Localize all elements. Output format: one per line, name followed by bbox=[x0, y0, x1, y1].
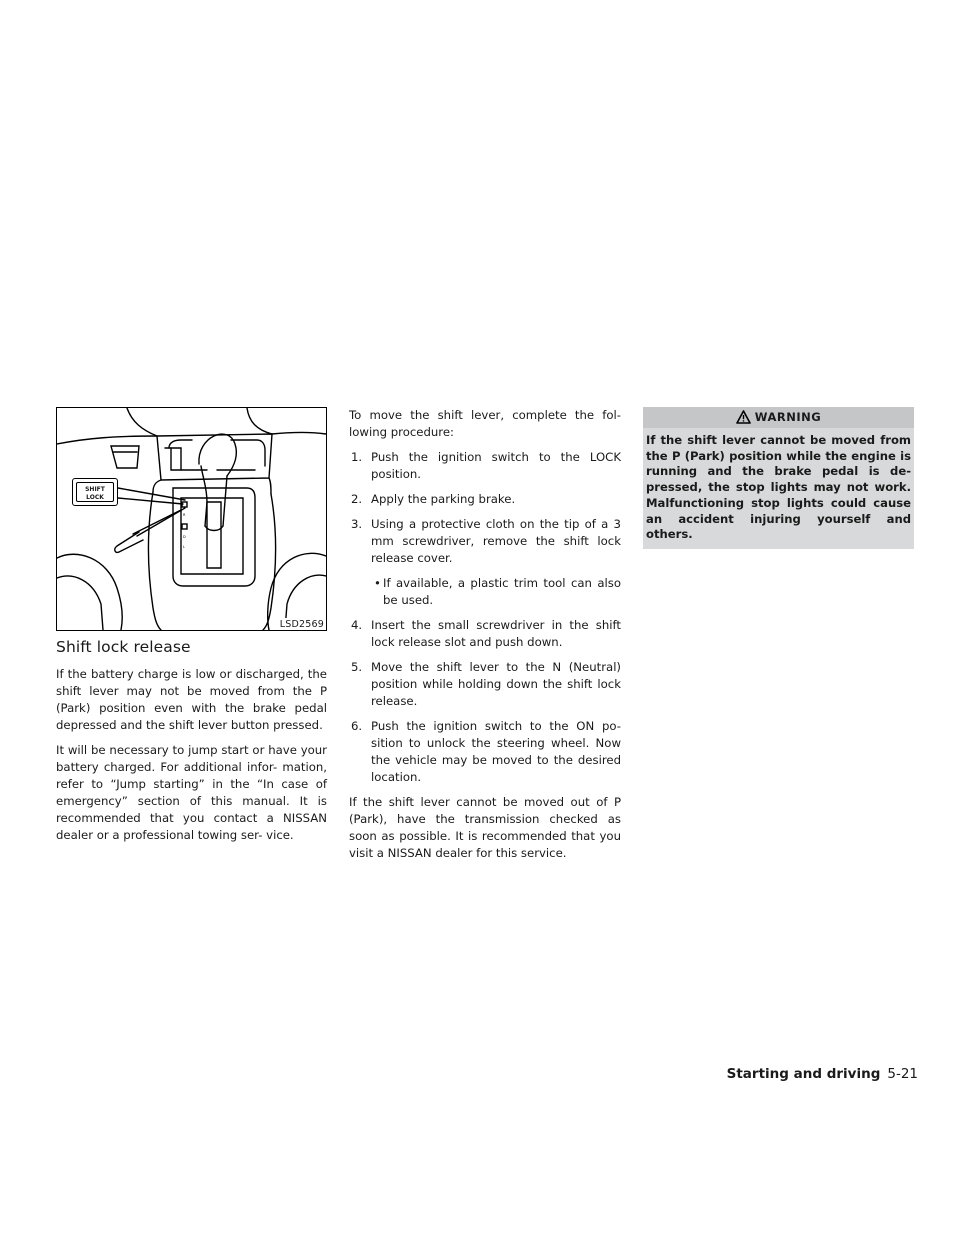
procedure-steps-continued bbox=[349, 617, 621, 786]
step-item: 1. Push the ignition switch to the LOCK position. bbox=[351, 450, 621, 481]
step-item: 6. Push the ignition switch to the ON po- sition to unlock the steering wheel. Now the vehicle may be moved to the desired location. bbox=[351, 719, 621, 784]
shift-lock-illustration bbox=[56, 407, 327, 631]
shift-lock-label bbox=[72, 478, 118, 506]
chapter-title: Starting and driving bbox=[726, 1066, 881, 1082]
step-item: 2. Apply the parking brake. bbox=[351, 492, 516, 506]
warning-triangle-icon bbox=[736, 410, 751, 424]
figure-code: LSD2569 bbox=[277, 618, 326, 630]
svg-text:D: D bbox=[183, 535, 186, 539]
warning-box bbox=[643, 407, 914, 549]
paragraph: It will be necessary to jump start or have your battery charged. For additional infor- mation, refer to “Jump starting” in the “In case of emergency” section of this manual. It is recommended that you contact a NISSAN dealer or a professional towing ser- vice. bbox=[56, 743, 327, 842]
console-drawing bbox=[57, 408, 326, 630]
warning-header bbox=[643, 407, 914, 428]
svg-text:L: L bbox=[183, 545, 185, 549]
shift-label-line2: LOCK bbox=[86, 494, 104, 501]
step-item: 4. Insert the small screwdriver in the shift lock release slot and push down. bbox=[351, 618, 621, 649]
paragraph: If the battery charge is low or discharged, the shift lever may not be moved from the P (Park) position even with the brake pedal depressed and the shift lever button pressed. bbox=[56, 667, 327, 732]
left-column bbox=[56, 407, 327, 852]
substep-item: • If available, a plastic trim tool can also be used. bbox=[374, 576, 621, 607]
warning-text: If the shift lever cannot be moved from the P (Park) position while the engine is running and the brake pedal is de- pressed, the stop lights may not work. Malfunctioning stop lights could cause an accident injuring yourself and others. bbox=[646, 433, 911, 542]
page-footer bbox=[727, 1066, 918, 1082]
svg-text:R: R bbox=[183, 513, 186, 517]
right-column bbox=[643, 407, 914, 549]
closing-paragraph: If the shift lever cannot be moved out of P (Park), have the transmission checked as soon as possible. It is recommended that you visit a NISSAN dealer for this service. bbox=[349, 795, 621, 860]
procedure-steps bbox=[349, 449, 621, 567]
shift-label-line1: SHIFT bbox=[85, 486, 105, 493]
middle-column bbox=[349, 407, 621, 870]
page-number: 5-21 bbox=[887, 1066, 918, 1082]
procedure-intro: To move the shift lever, complete the fol- lowing procedure: bbox=[349, 408, 621, 439]
section-title: Shift lock release bbox=[56, 638, 191, 656]
step-item: 3. Using a protective cloth on the tip of a 3 mm screwdriver, remove the shift lock release cover. bbox=[351, 517, 621, 565]
warning-title: WARNING bbox=[754, 410, 822, 424]
step-item: 5. Move the shift lever to the N (Neutral) position while holding down the shift lock release. bbox=[351, 660, 621, 708]
